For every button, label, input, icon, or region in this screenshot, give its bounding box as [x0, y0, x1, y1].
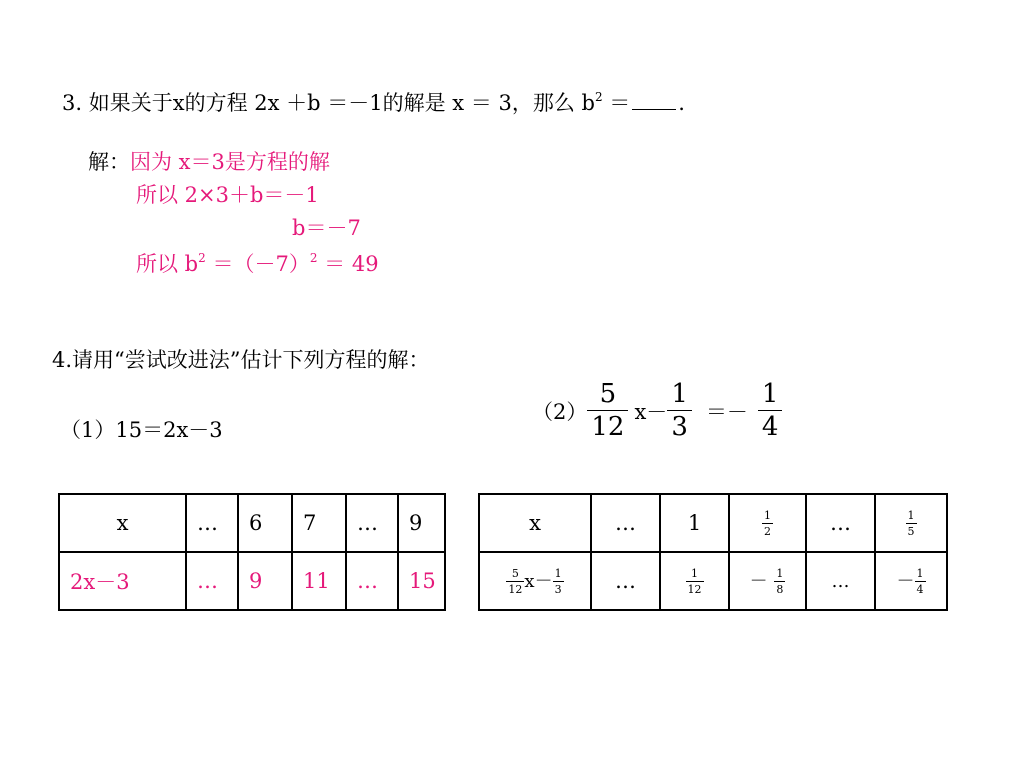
table-cell: [729, 552, 806, 610]
fraction: [506, 568, 524, 595]
table-cell: 2x－3: [59, 552, 186, 610]
fraction: [906, 510, 917, 537]
numerator: 1: [761, 379, 779, 409]
fraction-bar: [667, 410, 692, 411]
table-cell: x: [59, 494, 186, 552]
exponent: 2: [594, 90, 603, 104]
table-cell: …: [591, 494, 660, 552]
table-cell: …: [186, 552, 238, 610]
numerator: 1: [764, 508, 771, 522]
table-cell: …: [591, 552, 660, 610]
table-row: [59, 552, 445, 610]
solution-line-2: 所以 2×3＋b＝－1: [136, 183, 319, 207]
table-cell: 1: [660, 494, 729, 552]
table-cell: …: [806, 494, 875, 552]
question-4-title: 4.请用“尝试改进法”估计下列方程的解：: [52, 348, 430, 372]
table-cell: 9: [238, 552, 292, 610]
solution-line-4-c: ＝ 49: [324, 252, 379, 276]
trial-table-2: [478, 493, 948, 611]
denominator: 3: [554, 583, 562, 596]
denominator: 8: [776, 583, 784, 596]
trial-table-1: [58, 493, 446, 611]
solution-line-3: b＝－7: [292, 216, 361, 240]
equals-minus: ＝－: [705, 399, 748, 424]
fraction: [587, 381, 628, 440]
table-cell: [479, 552, 591, 610]
answer-blank: [632, 108, 676, 110]
minus-sign: －: [896, 571, 915, 592]
table-cell: 15: [398, 552, 445, 610]
period: .: [678, 91, 685, 115]
numerator: 1: [916, 567, 924, 580]
fraction-bar: [686, 581, 704, 582]
numerator: 1: [554, 567, 562, 580]
denominator: 4: [916, 583, 924, 596]
equation-2-prefix: （2）: [532, 399, 588, 424]
exponent: 2: [309, 251, 318, 265]
fraction-bar: [774, 581, 785, 582]
table-row: [479, 494, 947, 552]
fraction: [686, 568, 704, 595]
numerator: 1: [671, 379, 688, 409]
denominator: 12: [687, 582, 702, 596]
fraction-bar: [553, 581, 564, 582]
x-minus: x－: [524, 571, 553, 592]
numerator: 5: [599, 379, 617, 409]
solution-label-text: 解：: [88, 150, 130, 174]
denominator: 12: [591, 412, 625, 442]
exponent: 2: [198, 251, 206, 265]
fraction: [915, 568, 926, 595]
solution-line-1: 因为 x＝3是方程的解: [130, 150, 330, 174]
table-cell: 9: [398, 494, 445, 552]
denominator: 5: [907, 524, 915, 538]
table-cell: 11: [292, 552, 346, 610]
fraction: [774, 568, 785, 595]
x-minus: x－: [634, 399, 668, 424]
fraction-bar: [587, 410, 628, 411]
equation-2: [532, 381, 782, 440]
table-row: [59, 494, 445, 552]
denominator: 12: [508, 583, 523, 596]
minus-sign: －: [749, 571, 768, 592]
equation-1: （1）15＝2x－3: [60, 418, 223, 442]
fraction-bar: [906, 523, 917, 524]
numerator: 1: [776, 567, 784, 580]
fraction: [758, 381, 783, 440]
table-cell: [875, 494, 947, 552]
table-cell: …: [806, 552, 875, 610]
numerator: 1: [691, 566, 698, 580]
solution-label: [88, 146, 330, 176]
numerator: 5: [511, 567, 519, 580]
table-cell: x: [479, 494, 591, 552]
table-cell: [660, 552, 729, 610]
table-cell: [875, 552, 947, 610]
table-cell: 6: [238, 494, 292, 552]
denominator: 4: [761, 412, 779, 442]
table-cell: …: [346, 552, 398, 610]
fraction: [667, 381, 692, 440]
table-cell: …: [346, 494, 398, 552]
equals-sign: ＝: [609, 91, 631, 115]
fraction-bar: [758, 410, 783, 411]
fraction: [762, 510, 773, 537]
table-cell: [729, 494, 806, 552]
fraction-bar: [762, 523, 773, 524]
table-row: [479, 552, 947, 610]
table-cell: …: [186, 494, 238, 552]
solution-line-4: [136, 248, 379, 278]
numerator: 1: [907, 508, 915, 522]
question-number: 3.: [62, 91, 83, 115]
fraction-bar: [506, 581, 524, 582]
solution-line-4-a: 所以 b: [136, 252, 199, 276]
denominator: 3: [671, 412, 688, 442]
table-cell: 7: [292, 494, 346, 552]
fraction: [553, 568, 564, 595]
question-text: 如果关于x的方程 2x ＋b ＝－1的解是 x ＝ 3，那么 b: [88, 91, 595, 115]
question-3: [62, 87, 685, 117]
fraction-bar: [915, 581, 926, 582]
solution-line-4-b: ＝（－7）: [212, 252, 310, 276]
denominator: 2: [764, 524, 771, 538]
